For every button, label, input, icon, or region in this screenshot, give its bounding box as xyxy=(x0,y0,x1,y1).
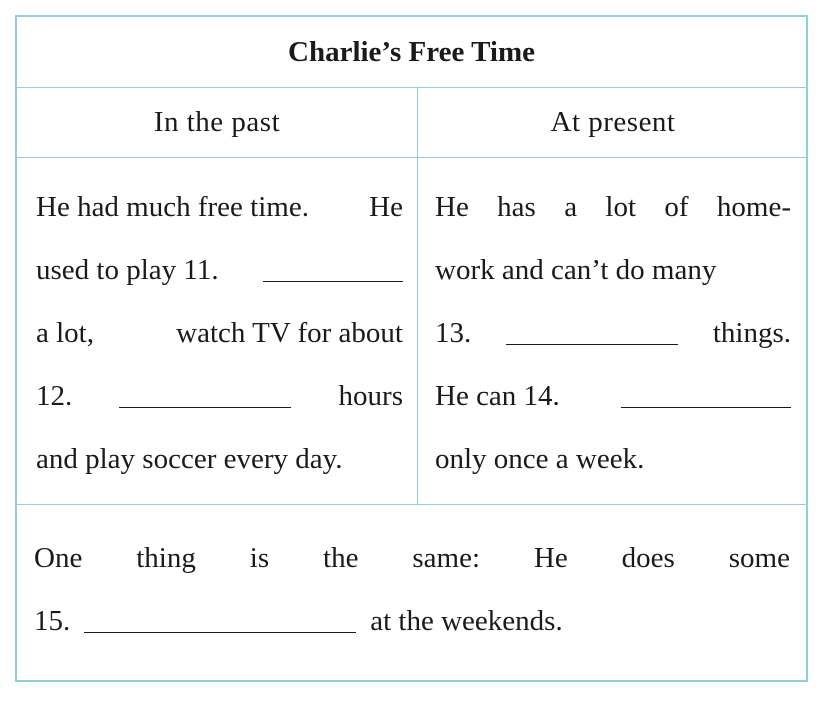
text-line xyxy=(36,365,403,428)
text-fragment: and play soccer every day. xyxy=(36,443,343,475)
text-line xyxy=(435,239,791,302)
text-line xyxy=(34,590,790,653)
text-fragment: is xyxy=(249,542,270,574)
text-fragment: only once a week. xyxy=(435,443,645,475)
text-fragment: work and can’t do many xyxy=(435,254,717,286)
text-fragment: watch TV for about xyxy=(176,317,403,349)
text-fragment: has xyxy=(497,191,536,223)
same-cell xyxy=(17,505,806,680)
text-fragment: He xyxy=(369,191,403,223)
text-line xyxy=(34,527,790,590)
text-fragment: a lot, xyxy=(36,317,94,349)
text-fragment: He xyxy=(435,191,469,223)
column-header-present: At present xyxy=(550,106,676,138)
answer-blank-13[interactable] xyxy=(506,322,678,345)
text-line xyxy=(435,302,791,365)
text-fragment: thing xyxy=(136,542,196,574)
text-fragment: things. xyxy=(712,317,791,349)
text-fragment: some xyxy=(728,542,790,574)
text-line xyxy=(36,428,403,491)
text-fragment: of xyxy=(664,191,689,223)
text-fragment: 12. xyxy=(36,380,73,412)
column-header-past: In the past xyxy=(153,106,281,138)
text-fragment: same: xyxy=(412,542,481,574)
text-fragment: lot xyxy=(605,191,637,223)
text-fragment: the xyxy=(323,542,359,574)
text-fragment: used to play 11. xyxy=(36,254,219,286)
answer-blank-11[interactable] xyxy=(263,259,403,282)
text-fragment: home- xyxy=(716,191,791,223)
text-fragment: He had much free time. xyxy=(36,191,309,223)
text-line xyxy=(36,176,403,239)
text-line xyxy=(435,176,791,239)
text-fragment: He xyxy=(533,542,568,574)
text-line xyxy=(435,365,791,428)
text-fragment: 15. xyxy=(34,605,71,637)
text-fragment: 13. xyxy=(435,317,472,349)
worksheet-table xyxy=(15,15,808,682)
text-line xyxy=(435,428,791,491)
answer-blank-12[interactable] xyxy=(119,385,291,408)
text-fragment: at the weekends. xyxy=(370,605,563,637)
text-fragment: hours xyxy=(338,380,403,412)
text-line xyxy=(36,302,403,365)
table-title: Charlie’s Free Time xyxy=(288,35,535,68)
text-fragment: does xyxy=(621,542,675,574)
text-fragment: One xyxy=(34,542,83,574)
answer-blank-14[interactable] xyxy=(621,385,791,408)
text-fragment: He can 14. xyxy=(435,380,560,412)
text-fragment: a xyxy=(564,191,578,223)
past-cell xyxy=(36,158,403,504)
text-line xyxy=(36,239,403,302)
present-cell xyxy=(435,158,791,504)
answer-blank-15[interactable] xyxy=(84,610,356,633)
